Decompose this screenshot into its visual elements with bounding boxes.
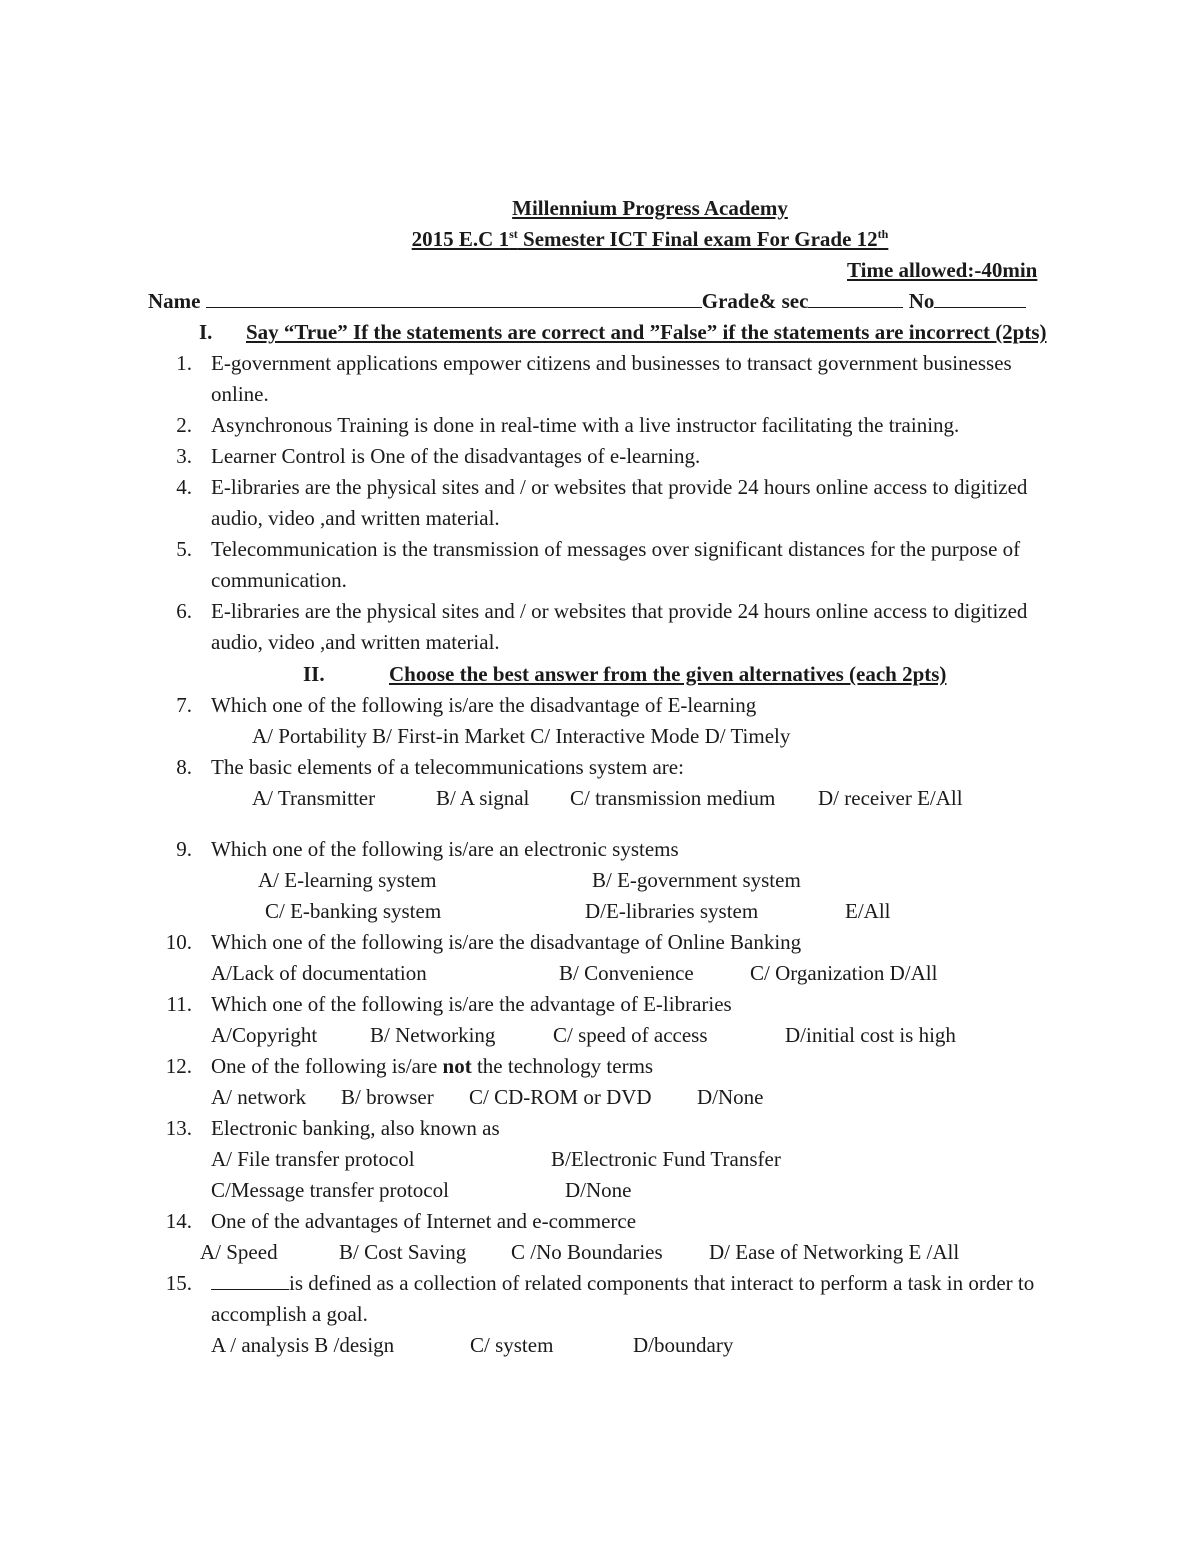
answer-option-c: C/ E-banking system	[265, 899, 442, 923]
answer-option-b: B/ Cost Saving	[339, 1240, 467, 1264]
answer-option-c: C/ transmission medium	[570, 786, 776, 810]
answer-option-a: A/Copyright	[211, 1023, 318, 1047]
no-label: No	[908, 289, 935, 313]
school-name: Millennium Progress Academy	[512, 196, 788, 220]
name-blank[interactable]	[206, 289, 702, 308]
answer-option-d: D/None	[697, 1085, 764, 1109]
question-number: 11.	[166, 992, 192, 1016]
question-number: 8.	[176, 755, 192, 779]
question-number: 7.	[176, 693, 192, 717]
answer-option-c: C/ Organization D/All	[750, 961, 938, 985]
question-number: 1.	[176, 351, 192, 375]
answer-option-c: C/Message transfer protocol	[211, 1178, 449, 1202]
question-text: E-libraries are the physical sites and / or websites that provide 24 hours online access to digitized	[211, 475, 1028, 499]
question-number: 15.	[165, 1271, 192, 1295]
answer-option-b: B/ A signal	[436, 786, 530, 810]
answer-option-a: A/Lack of documentation	[211, 961, 427, 985]
grade-blank[interactable]	[808, 289, 903, 308]
answer-option-a: A/ E-learning system	[258, 868, 437, 892]
question-text: One of the following is/are not the technology terms	[211, 1054, 654, 1078]
answer-option-b: B/ Convenience	[559, 961, 694, 985]
answer-option-b: B/ E-government system	[592, 868, 801, 892]
question-text-cont: audio, video ,and written material.	[211, 630, 500, 654]
question-text: Which one of the following is/are an electronic systems	[211, 837, 679, 861]
question-number: 13.	[165, 1116, 192, 1140]
answer-option-a: A/ Transmitter	[252, 786, 376, 810]
question-number: 10.	[165, 930, 192, 954]
answer-option-c: C/ CD-ROM or DVD	[469, 1085, 652, 1109]
question-text: The basic elements of a telecommunications system are:	[211, 755, 684, 779]
question-number: 3.	[176, 444, 192, 468]
answer-option-d: D/boundary	[633, 1333, 734, 1357]
no-blank[interactable]	[934, 289, 1026, 308]
question-text: E-government applications empower citizens and businesses to transact government businesses	[211, 351, 1012, 375]
section-1-roman: I.	[199, 320, 213, 344]
answer-option-b: B/ browser	[341, 1085, 434, 1109]
answer-option-c: C/ system	[470, 1333, 554, 1357]
question-number: 14.	[165, 1209, 192, 1233]
answer-option-a: A/ Speed	[200, 1240, 278, 1264]
grade-label: Grade& sec	[701, 289, 809, 313]
question-number: 4.	[176, 475, 192, 499]
exam-title: 2015 E.C 1st Semester ICT Final exam For Grade 12th	[411, 227, 889, 251]
question-text: Learner Control is One of the disadvantages of e-learning.	[211, 444, 701, 468]
question-text: Which one of the following is/are the disadvantage of Online Banking	[211, 930, 802, 954]
question-text: Which one of the following is/are the disadvantage of E-learning	[211, 693, 757, 717]
question-text-cont: accomplish a goal.	[211, 1302, 368, 1326]
question-text-cont: audio, video ,and written material.	[211, 506, 500, 530]
question-number: 12.	[165, 1054, 192, 1078]
section-2-roman: II.	[303, 662, 325, 686]
name-line	[148, 288, 1026, 314]
question-text-cont: communication.	[211, 568, 347, 592]
question-number: 9.	[176, 837, 192, 861]
answer-option-d: D/None	[565, 1178, 632, 1202]
question-text: Electronic banking, also known as	[211, 1116, 500, 1140]
section-2-instruction: Choose the best answer from the given alternatives (each 2pts)	[389, 662, 947, 686]
question-text: One of the advantages of Internet and e-commerce	[211, 1209, 637, 1233]
answer-option-e: E/All	[845, 899, 891, 923]
emphasis-not: not	[442, 1054, 472, 1078]
answer-option-ab: A / analysis B /design	[211, 1333, 395, 1357]
question-number: 5.	[176, 537, 192, 561]
question-text: Telecommunication is the transmission of messages over significant distances for the purpose of	[211, 537, 1021, 561]
answer-option-b: B/ Networking	[370, 1023, 496, 1047]
question-number: 6.	[176, 599, 192, 623]
answer-option-d: D/ receiver E/All	[818, 786, 963, 810]
question-number: 2.	[176, 413, 192, 437]
answer-option-d: D/E-libraries system	[585, 899, 759, 923]
question-text: E-libraries are the physical sites and / or websites that provide 24 hours online access to digitized	[211, 599, 1028, 623]
answer-option-d: D/ Ease of Networking E /All	[709, 1240, 960, 1264]
answer-option-d: D/initial cost is high	[785, 1023, 956, 1047]
time-allowed: Time allowed:-40min	[847, 258, 1038, 282]
section-1-instruction: Say “True” If the statements are correct and ”False” if the statements are incorrect (2pts)	[246, 320, 1047, 344]
name-label: Name	[148, 289, 201, 313]
answer-option-c: C/ speed of access	[553, 1023, 708, 1047]
question-text: is defined as a collection of related components that interact to perform a task in order to	[211, 1270, 1034, 1296]
question-text: Asynchronous Training is done in real-time with a live instructor facilitating the training.	[211, 413, 960, 437]
answer-options: A/ Portability B/ First-in Market C/ Interactive Mode D/ Timely	[252, 724, 791, 748]
answer-option-b: B/Electronic Fund Transfer	[551, 1147, 781, 1171]
answer-option-a: A/ network	[211, 1085, 307, 1109]
answer-option-a: A/ File transfer protocol	[211, 1147, 415, 1171]
question-text-cont: online.	[211, 382, 269, 406]
fill-in-blank[interactable]	[211, 1271, 289, 1290]
question-text: Which one of the following is/are the advantage of E-libraries	[211, 992, 732, 1016]
answer-option-c: C /No Boundaries	[511, 1240, 663, 1264]
